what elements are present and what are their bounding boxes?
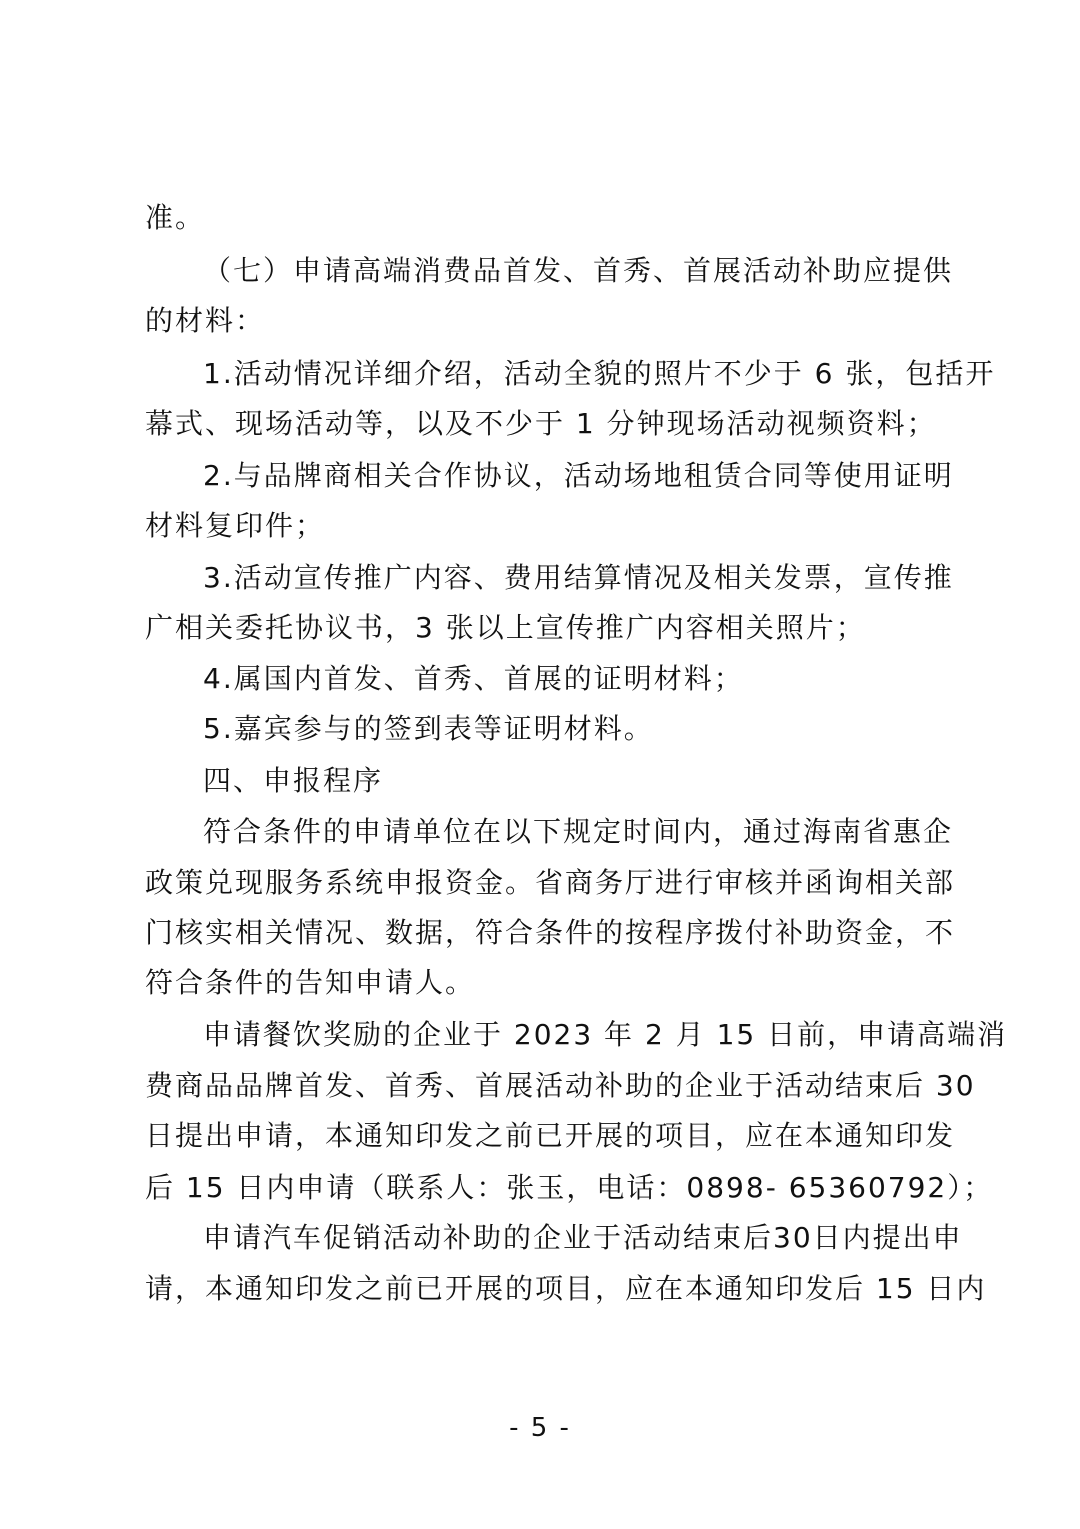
paragraph-line: 日提出申请，本通知印发之前已开展的项目，应在本通知印发 xyxy=(145,1119,956,1152)
section-heading-seven: （七）申请高端消费品首发、首秀、首展活动补助应提供 xyxy=(203,254,954,287)
paragraph-line: 请，本通知印发之前已开展的项目，应在本通知印发后 15 日内 xyxy=(145,1272,987,1305)
text-line: 广相关委托协议书，3 张以上宣传推广内容相关照片； xyxy=(145,611,866,644)
text-line-continuation: 准。 xyxy=(145,201,206,234)
text-line: 材料复印件； xyxy=(145,509,326,542)
list-item-1: 1.活动情况详细介绍，活动全貌的照片不少于 6 张，包括开 xyxy=(203,357,996,390)
list-item-4: 4.属国内首发、首秀、首展的证明材料； xyxy=(203,662,744,695)
paragraph-line: 申请餐饮奖励的企业于 2023 年 2 月 15 日前，申请高端消 xyxy=(203,1018,1008,1051)
text-line: 的材料： xyxy=(145,304,266,337)
paragraph-line-contact: 后 15 日内申请（联系人：张玉，电话：0898- 65360792）； xyxy=(145,1171,994,1204)
list-item-2: 2.与品牌商相关合作协议，活动场地租赁合同等使用证明 xyxy=(203,459,954,492)
paragraph-line: 申请汽车促销活动补助的企业于活动结束后30日内提出申 xyxy=(203,1221,963,1254)
paragraph-line: 费商品品牌首发、首秀、首展活动补助的企业于活动结束后 30 xyxy=(145,1069,976,1102)
paragraph-line: 门核实相关情况、数据，符合条件的按程序拨付补助资金，不 xyxy=(145,916,956,949)
paragraph-line: 符合条件的告知申请人。 xyxy=(145,966,476,999)
list-item-5: 5.嘉宾参与的签到表等证明材料。 xyxy=(203,712,654,745)
text-line: 幕式、现场活动等，以及不少于 1 分钟现场活动视频资料； xyxy=(145,407,937,440)
page-number: - 5 - xyxy=(509,1413,571,1443)
list-item-3: 3.活动宣传推广内容、费用结算情况及相关发票，宣传推 xyxy=(203,561,954,594)
paragraph-line: 符合条件的申请单位在以下规定时间内，通过海南省惠企 xyxy=(203,815,954,848)
section-heading-four: 四、申报程序 xyxy=(203,764,384,797)
paragraph-line: 政策兑现服务系统申报资金。省商务厅进行审核并函询相关部 xyxy=(145,866,956,899)
